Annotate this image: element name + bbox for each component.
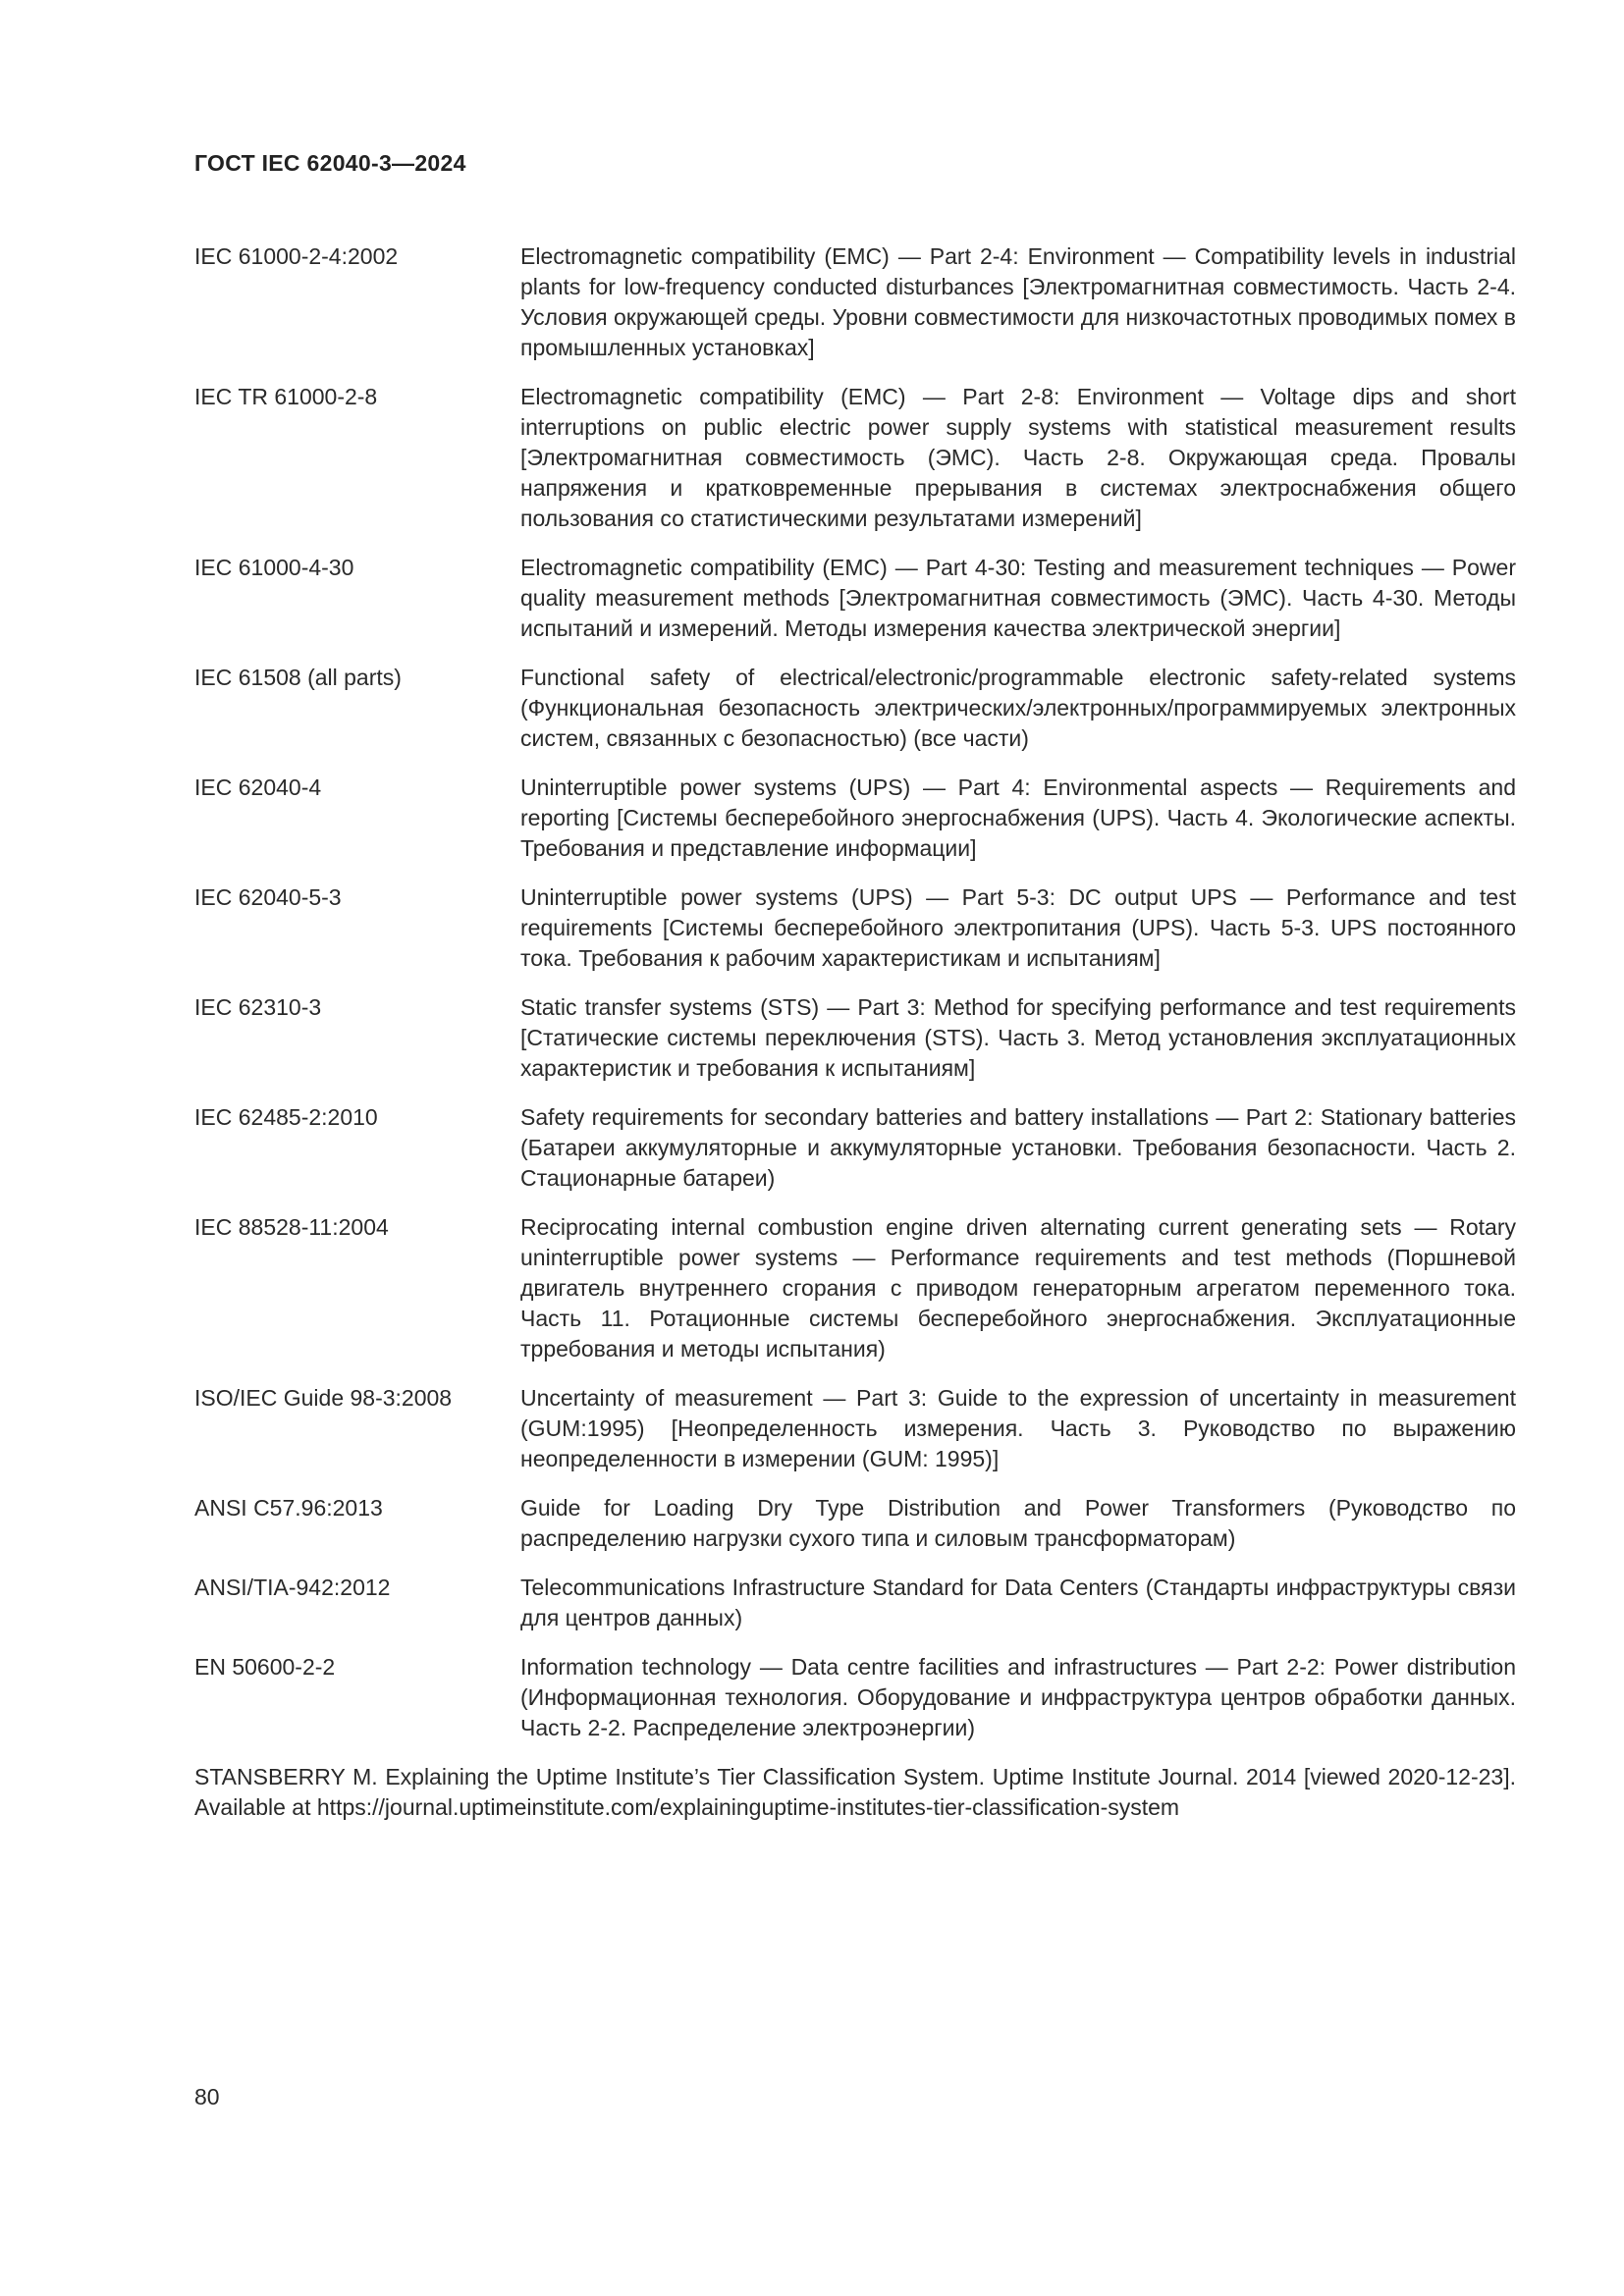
reference-code: IEC 62485-2:2010 bbox=[194, 1104, 378, 1130]
reference-code: IEC 61508 (all parts) bbox=[194, 665, 402, 690]
reference-title: Functional safety of electrical/electronic/programmable electronic safety-related systems (Функциональная безопасность электрических/электронных/программируемых электронных систем, связанных с безопасностью) (все части) bbox=[520, 665, 1516, 751]
reference-row bbox=[194, 382, 1516, 534]
reference-title: Uninterruptible power systems (UPS) — Part 5-3: DC output UPS — Performance and test requirements [Системы бесперебойного электропитания (UPS). Часть 5-3. UPS постоянного тока. Требования к рабочим характеристикам и испытаниям] bbox=[520, 884, 1516, 971]
reference-title: Uncertainty of measurement — Part 3: Guide to the expression of uncertainty in measurement (GUM:1995) [Неопределенность измерения. Часть 3. Руководство по выражению неопределенности в измерении (GUM: 1995)] bbox=[520, 1385, 1516, 1471]
reference-row bbox=[194, 882, 1516, 974]
reference-code: IEC 61000-4-30 bbox=[194, 555, 354, 580]
bibliography-entry: STANSBERRY M. Explaining the Uptime Institute’s Tier Classification System. Uptime Institute Journal. 2014 [viewed 2020-12-23]. Available at https://journal.uptimeinstitute.com/explaininguptime-institutes-tier-classification-system bbox=[194, 1764, 1516, 1820]
reference-code: ANSI/TIA-942:2012 bbox=[194, 1575, 391, 1600]
reference-row bbox=[194, 992, 1516, 1084]
reference-row bbox=[194, 1493, 1516, 1554]
reference-title: Telecommunications Infrastructure Standard for Data Centers (Стандарты инфраструктуры связи для центров данных) bbox=[520, 1575, 1516, 1630]
reference-code: IEC TR 61000-2-8 bbox=[194, 384, 378, 409]
reference-code: IEC 62040-5-3 bbox=[194, 884, 342, 910]
reference-row bbox=[194, 1102, 1516, 1194]
reference-row bbox=[194, 1383, 1516, 1474]
reference-row bbox=[194, 1573, 1516, 1633]
reference-code: EN 50600-2-2 bbox=[194, 1654, 336, 1680]
reference-code: IEC 62310-3 bbox=[194, 994, 322, 1020]
reference-title: Uninterruptible power systems (UPS) — Part 4: Environmental aspects — Requirements and reporting [Системы бесперебойного энергоснабжения (UPS). Часть 4. Экологические аспекты. Требования и представление информации] bbox=[520, 774, 1516, 861]
reference-title: Electromagnetic compatibility (EMC) — Part 2-4: Environment — Compatibility levels in industrial plants for low-frequency conducted disturbances [Электромагнитная совместимость. Часть 2-4. Условия окружающей среды. Уровни совместимости для низкочастотных проводимых помех в промышленных установках] bbox=[520, 243, 1516, 360]
reference-title: Electromagnetic compatibility (EMC) — Part 4-30: Testing and measurement techniques — Power quality measurement methods [Электромагнитная совместимость (ЭМС). Часть 4-30. Методы испытаний и измерений. Методы измерения качества электрической энергии] bbox=[520, 555, 1516, 641]
reference-code: ISO/IEC Guide 98-3:2008 bbox=[194, 1385, 453, 1411]
references-list bbox=[194, 241, 1516, 1823]
reference-code: IEC 61000-2-4:2002 bbox=[194, 243, 399, 269]
reference-code: IEC 88528-11:2004 bbox=[194, 1214, 389, 1240]
reference-title: Electromagnetic compatibility (EMC) — Part 2-8: Environment — Voltage dips and short interruptions on public electric power supply systems with statistical measurement results [Электромагнитная совместимость (ЭМС). Часть 2-8. Окружающая среда. Провалы напряжения и кратковременные прерывания в системах электроснабжения общего пользования со статистическими результатами измерений] bbox=[520, 384, 1516, 531]
reference-row bbox=[194, 773, 1516, 864]
reference-title: Guide for Loading Dry Type Distribution and Power Transformers (Руководство по распределению нагрузки сухого типа и силовым трансформаторам) bbox=[520, 1495, 1516, 1551]
reference-row bbox=[194, 1212, 1516, 1364]
reference-row bbox=[194, 553, 1516, 644]
reference-code: IEC 62040-4 bbox=[194, 774, 322, 800]
page-title: ГОСТ IEC 62040-3—2024 bbox=[194, 150, 466, 176]
reference-row bbox=[194, 1652, 1516, 1743]
reference-row bbox=[194, 663, 1516, 754]
reference-title: Static transfer systems (STS) — Part 3: Method for specifying performance and test requirements [Статические системы переключения (STS). Часть 3. Метод установления эксплуатационных характеристик и требования к испытаниям] bbox=[520, 994, 1516, 1081]
reference-title: Information technology — Data centre facilities and infrastructures — Part 2-2: Power distribution (Информационная технология. Оборудование и инфраструктура центров обработки данных. Часть 2-2. Распределение электроэнергии) bbox=[520, 1654, 1516, 1740]
reference-row bbox=[194, 241, 1516, 363]
reference-title: Safety requirements for secondary batteries and battery installations — Part 2: Stationary batteries (Батареи аккумуляторные и аккумуляторные установки. Требования безопасности. Часть 2. Стационарные батареи) bbox=[520, 1104, 1516, 1191]
reference-title: Reciprocating internal combustion engine driven alternating current generating sets — Rotary uninterruptible power systems — Performance requirements and test methods (Поршневой двигатель внутреннего сгорания с приводом генераторным агрегатом переменного тока. Часть 11. Ротационные системы бесперебойного энергоснабжения. Эксплуатационные трребования и методы испытания) bbox=[520, 1214, 1516, 1362]
reference-code: ANSI C57.96:2013 bbox=[194, 1495, 383, 1521]
page-number: 80 bbox=[194, 2084, 220, 2109]
